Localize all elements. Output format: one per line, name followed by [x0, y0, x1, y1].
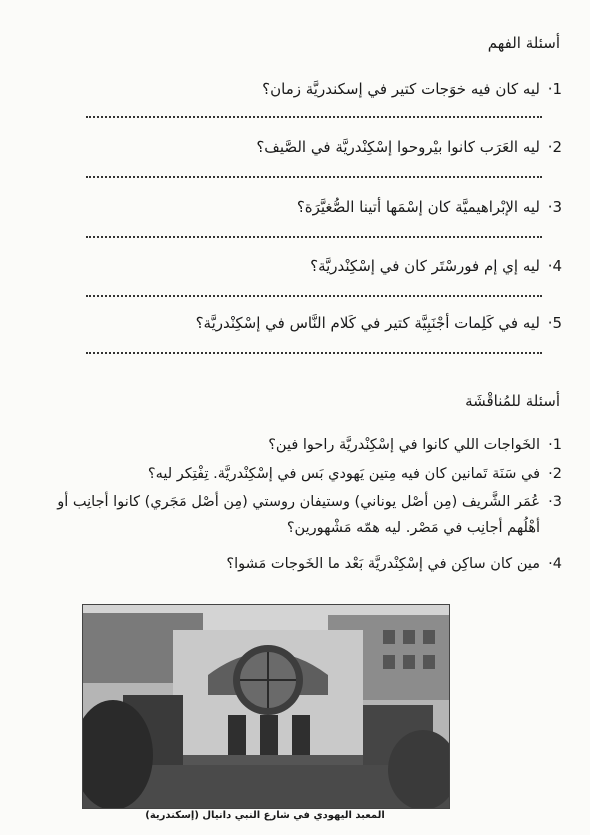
- question-text: ليه كان فيه خوَجات كتير في إسكندريَّة زمان؟: [262, 80, 540, 98]
- question-number: ·4: [547, 257, 562, 275]
- question-number: ·1: [548, 437, 562, 453]
- answer-line-1[interactable]: [86, 116, 542, 118]
- question-text: الخَواجات اللي كانوا في إسْكِنْدريَّة راحوا فين؟: [268, 437, 540, 453]
- comprehension-question-1: [40, 80, 562, 98]
- comprehension-heading: أسئلة الفهم: [487, 34, 560, 52]
- question-text: في سَنَة تَمانين كان فيه مِتين يَهودي بَس في إسْكِنْدريَّة. تِفْتِكر ليه؟: [147, 466, 540, 482]
- question-text: ليه الإبْراهيميَّة كان إسْمَها أتينا الصُّغيَّرَة؟: [296, 198, 540, 216]
- comprehension-question-3: [40, 198, 562, 216]
- answer-line-4[interactable]: [86, 295, 542, 297]
- question-number: ·5: [547, 314, 562, 332]
- discussion-question-1: [30, 432, 562, 458]
- discussion-question-3: [30, 489, 562, 541]
- question-text: ليه العَرَب كانوا بيْروحوا إسْكِنْدريَّة في الصَّيف؟: [256, 138, 540, 156]
- synagogue-illustration: [83, 605, 449, 808]
- answer-line-5[interactable]: [86, 352, 542, 354]
- photo-caption: المعبد اليهودي في شارع النبي دانيال (إسكندرية): [145, 810, 385, 821]
- question-number: ·2: [547, 138, 562, 156]
- question-text: ليه في كَلِمات أجْنَبِيَّة كتير في كَلام النَّاس في إسْكِنْدريَّة؟: [195, 314, 540, 332]
- question-number: ·4: [548, 556, 562, 572]
- discussion-heading: أسئلة للمُناقْشَة: [465, 392, 560, 410]
- answer-line-3[interactable]: [86, 236, 542, 238]
- question-number: ·3: [547, 198, 562, 216]
- comprehension-question-2: [40, 138, 562, 156]
- question-number: ·1: [547, 80, 562, 98]
- discussion-question-4: [30, 551, 562, 577]
- question-text: عُمَر الشَّريف (مِن أصْل يوناني) وستيفان روستي (مِن أصْل مَجَري) كانوا أجانِب أو أهْلُهم أجانِب في مَصْر. ليه همّه مَشْهورين؟: [57, 494, 540, 536]
- synagogue-photo: [82, 604, 450, 809]
- comprehension-question-5: [40, 314, 562, 332]
- discussion-question-2: [30, 461, 562, 487]
- question-number: ·3: [548, 494, 562, 510]
- question-number: ·2: [548, 466, 562, 482]
- question-text: ليه إي إم فورسْتَر كان في إسْكِنْدريَّة؟: [310, 257, 540, 275]
- answer-line-2[interactable]: [86, 176, 542, 178]
- comprehension-question-4: [40, 257, 562, 275]
- question-text: مين كان ساكِن في إسْكِنْدريَّة بَعْد ما الخَوجات مَشوا؟: [226, 556, 540, 572]
